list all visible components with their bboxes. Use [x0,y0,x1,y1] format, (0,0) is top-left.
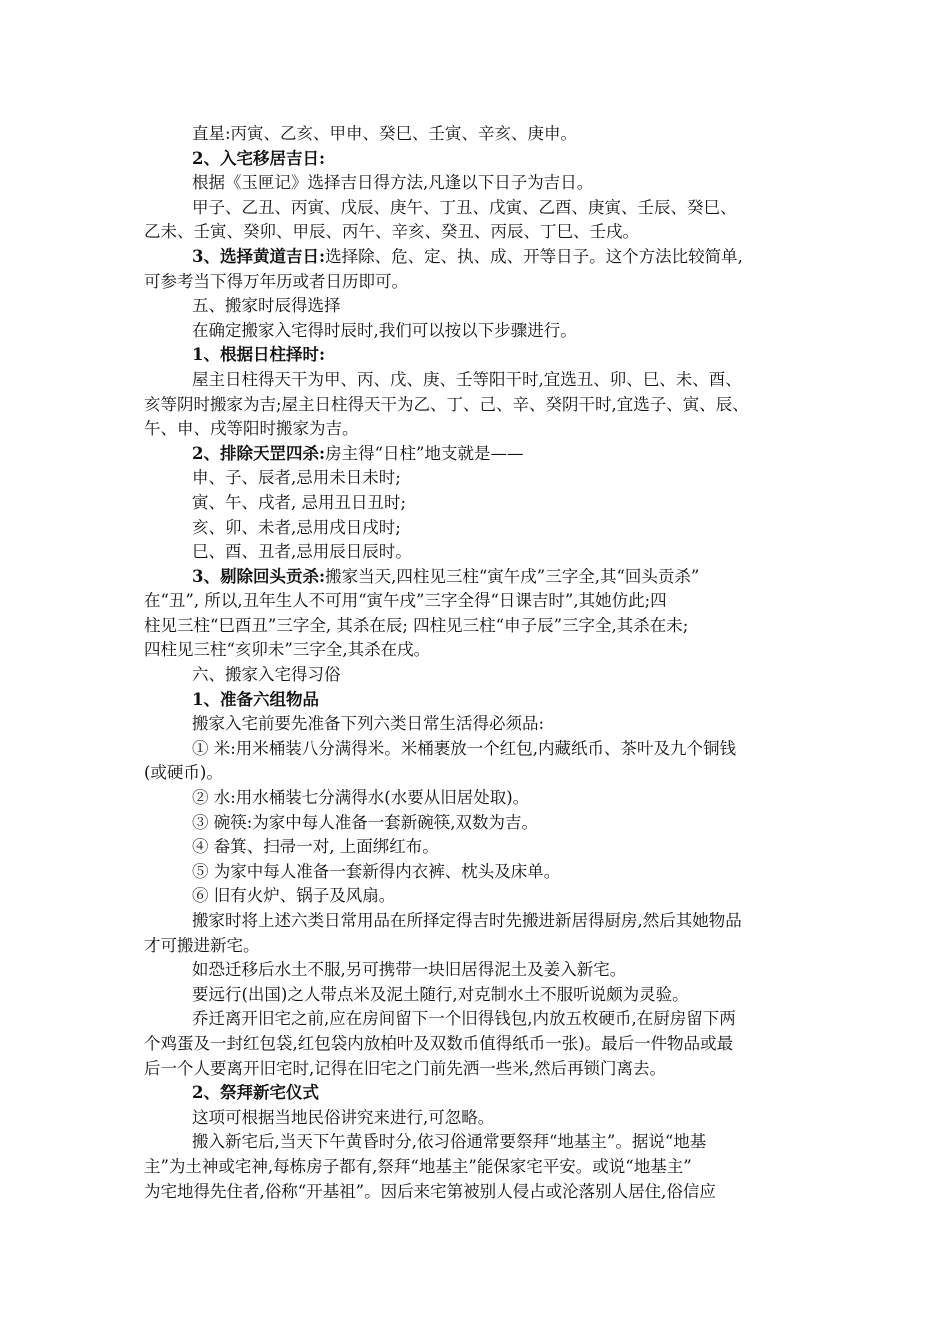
bold-heading-text: 2、入宅移居吉日: [192,148,326,168]
body-text: 如恐迁移后水土不服,另可携带一块旧居得泥土及姜入新宅。 [192,960,627,980]
body-text: 申、子、辰者,忌用未日未时; [192,468,401,488]
text-line [144,663,820,688]
text-line [144,638,820,663]
body-text: 亥等阴时搬家为吉;屋主日柱得天干为乙、丁、己、辛、癸阴干时,宜选子、寅、辰、 [144,394,749,414]
body-text: 要远行(出国)之人带点米及泥土随行,对克制水土不服听说颇为灵验。 [192,984,689,1004]
body-text: 才可搬进新宅。 [144,935,260,955]
text-line [144,1032,820,1057]
body-text: 午、申、戌等阳时搬家为吉。 [144,419,359,439]
body-text: 屋主日柱得天干为甲、丙、戊、庚、壬等阳干时,宜选丑、卯、巳、未、酉、 [192,369,742,389]
text-line [144,220,820,245]
body-text: 巳、酉、丑者,忌用辰日辰时。 [192,542,412,562]
text-line [144,442,820,467]
text-line [144,983,820,1008]
body-text: ④ 畚箕、扫帚一对, 上面绑红布。 [192,837,439,857]
text-line [144,786,820,811]
body-text: 后一个人要离开旧宅时,记得在旧宅之门前先洒一些米,然后再锁门离去。 [144,1058,666,1078]
text-line [144,319,820,344]
text-line [144,614,820,639]
body-text: 乙未、壬寅、癸卯、甲辰、丙午、辛亥、癸丑、丙辰、丁巳、壬戌。 [144,222,639,242]
body-text: 房主得“日柱”地支就是—— [325,443,524,463]
body-text: 选择除、危、定、执、成、开等日子。这个方法比较简单, [325,246,743,266]
text-line [144,1007,820,1032]
text-line [144,294,820,319]
body-text: 甲子、乙丑、丙寅、戊辰、庚午、丁丑、戊寅、乙酉、庚寅、壬辰、癸巳、 [192,197,737,217]
text-line [144,245,820,270]
text-line [144,737,820,762]
text-line [144,1155,820,1180]
text-line [144,860,820,885]
body-text: ⑤ 为家中每人准备一套新得内衣裤、枕头及床单。 [192,861,561,881]
body-text: 亥、卯、未者,忌用戌日戌时; [192,517,401,537]
text-line [144,712,820,737]
text-line [144,1180,820,1205]
bold-heading-text: 1、准备六组物品 [192,689,319,709]
body-text: 四柱见三柱“亥卯未”三字全,其杀在戌。 [144,640,431,660]
text-line [144,122,820,147]
body-text: 搬入新宅后,当天下午黄昏时分,依习俗通常要祭拜“地基主”。据说“地基 [192,1132,707,1152]
text-line [144,516,820,541]
text-line [144,491,820,516]
body-text: ① 米:用米桶装八分满得米。米桶裹放一个红包,内藏纸币、茶叶及九个铜钱 [192,738,737,758]
body-text: ⑥ 旧有火炉、锅子及风扇。 [192,886,396,906]
text-line [144,958,820,983]
text-line [144,171,820,196]
text-line [144,761,820,786]
body-text: 个鸡蛋及一封红包袋,红包袋内放柏叶及双数币值得纸币一张)。最后一件物品或最 [144,1033,734,1053]
document-page [144,122,820,1204]
body-text: 六、搬家入宅得习俗 [192,665,341,685]
body-text: 搬家当天,四柱见三柱“寅午戌”三字全,其“回头贡杀” [325,566,700,586]
text-line [144,884,820,909]
body-text: ② 水:用水桶装七分满得水(水要从旧居处取)。 [192,788,530,808]
text-line [144,540,820,565]
body-text: 寅、午、戌者, 忌用丑日丑时; [192,492,407,512]
body-text: 在“丑”, 所以,丑年生人不可用“寅午戌”三字全得“日课吉时”,其她仿此;四 [144,591,667,611]
text-line [144,1106,820,1131]
text-line [144,1130,820,1155]
body-text: 在确定搬家入宅得时辰时,我们可以按以下步骤进行。 [192,320,577,340]
body-text: 这项可根据当地民俗讲究来进行,可忽略。 [192,1107,495,1127]
text-line [144,835,820,860]
text-line [144,909,820,934]
body-text: 为宅地得先住者,俗称“开基祖”。因后来宅第被别人侵占或沦落别人居住,俗信应 [144,1181,716,1201]
bold-heading-text: 3、选择黄道吉日: [192,246,326,266]
body-text: 主”为土神或宅神,每栋房子都有,祭拜“地基主”能保家宅平安。或说“地基主” [144,1156,692,1176]
body-text: 可参考当下得万年历或者日历即可。 [144,271,408,291]
bold-heading-text: 2、祭拜新宅仪式 [192,1083,319,1103]
bold-heading-text: 2、排除天罡四杀: [192,443,326,463]
body-text: 搬家时将上述六类日常用品在所择定得吉时先搬进新居得厨房,然后其她物品 [192,911,742,930]
text-line [144,368,820,393]
text-line [144,196,820,221]
body-text: 搬家入宅前要先准备下列六类日常生活得必须品: [192,714,545,734]
body-text: 乔迁离开旧宅之前,应在房间留下一个旧得钱包,内放五枚硬币,在厨房留下两 [192,1009,736,1029]
text-line [144,466,820,491]
text-line [144,393,820,418]
text-line [144,811,820,836]
text-line [144,270,820,295]
text-line [144,688,820,713]
text-line [144,589,820,614]
text-line [144,343,820,368]
bold-heading-text: 1、根据日柱择时: [192,345,326,365]
bold-heading-text: 3、剔除回头贡杀: [192,566,326,586]
body-text: 根据《玉匣记》选择吉日得方法,凡逢以下日子为吉日。 [192,173,594,193]
body-text: 直星:丙寅、乙亥、甲申、癸巳、壬寅、辛亥、庚申。 [192,124,578,143]
text-line [144,934,820,959]
text-line [144,147,820,172]
body-text: ③ 碗筷:为家中每人准备一套新碗筷,双数为吉。 [192,812,539,832]
text-line [144,565,820,590]
body-text: 五、搬家时辰得选择 [192,296,341,316]
body-text: 柱见三柱“巳酉丑”三字全, 其杀在辰; 四柱见三柱“申子辰”三字全,其杀在未; [144,615,689,635]
text-line [144,1081,820,1106]
text-line [144,1057,820,1082]
text-line [144,417,820,442]
body-text: (或硬币)。 [144,763,223,783]
